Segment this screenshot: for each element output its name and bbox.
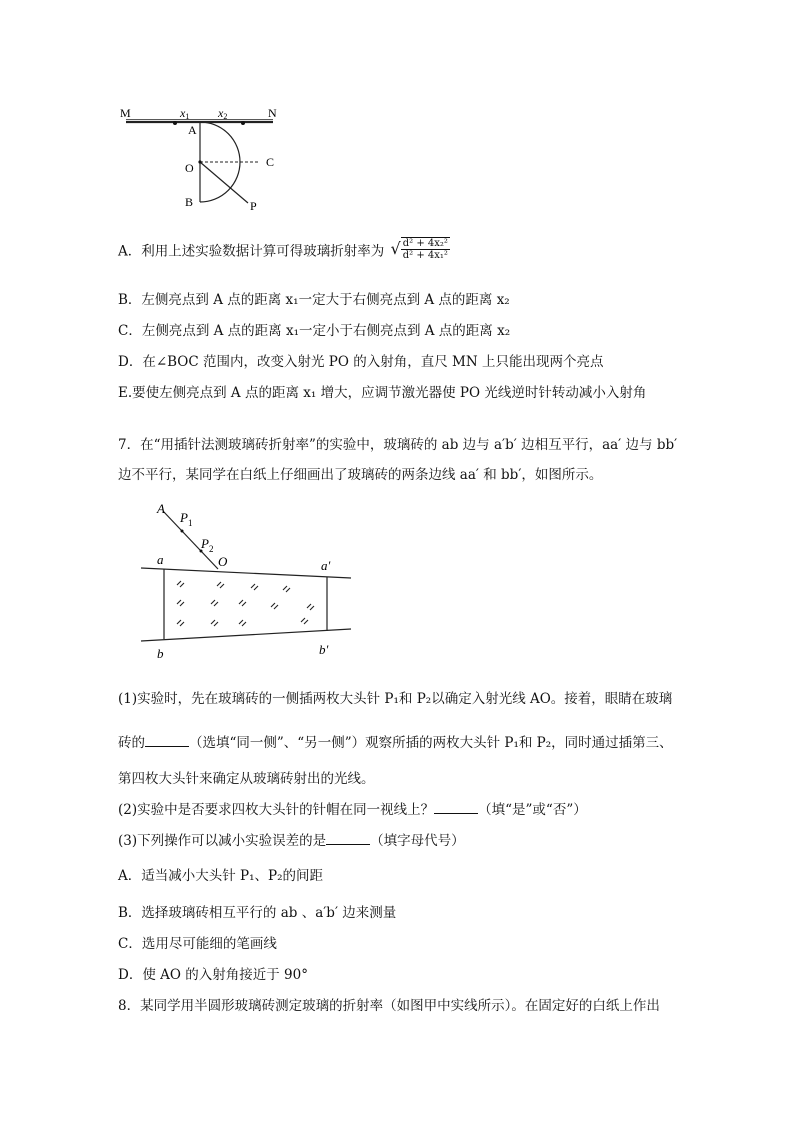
figure-glass-brick [135,498,360,663]
q7-stem-line2: 边不平行，某同学在白纸上仔细画出了玻璃砖的两条边线 aa′ 和 bb′，如图所示。 [118,467,603,483]
fig1-label-B: B [185,195,194,209]
q8-stem-line1: 8．某同学用半圆形玻璃砖测定玻璃的折射率（如图甲中实线所示）。在固定好的白纸上作出 [118,998,660,1014]
fig2-label-P1: $P_1$ [180,510,193,528]
fig1-label-x1: x1 [180,106,190,121]
q7-sub3 [118,832,465,850]
answer-blank-2[interactable] [434,801,478,814]
q6-option-d: D．在∠BOC 范围内，改变入射光 PO 的入射角，直尺 MN 上只能出现两个亮点 [118,354,604,370]
q7-sub2-post: （填“是”或“否”） [478,802,587,818]
q7-sub2 [118,801,587,819]
q7-sub1-line2-post: （选填“同一侧”、“另一侧”）观察所插的两枚大头针 P₁和 P₂，同时通过插第三、 [189,735,673,751]
q7-option-c: C．选用尽可能细的笔画线 [118,936,277,952]
q7-option-a: A．适当减小大头针 P₁、P₂的间距 [118,868,324,884]
q6-option-b: B．左侧亮点到 A 点的距离 x₁一定大于右侧亮点到 A 点的距离 x₂ [118,292,510,308]
q6-formula-numerator: d² + 4x₂² [402,238,448,249]
fig2-label-b-prime: b′ [319,642,329,657]
q7-sub1-line3: 第四枚大头针来确定从玻璃砖射出的光线。 [118,771,375,787]
q7-sub3-pre: (3)下列操作可以减小实验误差的是 [118,833,327,849]
answer-blank-3[interactable] [326,832,370,845]
fig2-label-a: a [157,552,164,567]
q6-option-e: E.要使左侧亮点到 A 点的距离 x₁ 增大，应调节激光器使 PO 光线逆时针转动减小入射角 [118,385,647,401]
q6-option-a-text: A．利用上述实验数据计算可得玻璃折射率为 [118,243,385,260]
q7-sub1-line1: (1)实验时，先在玻璃砖的一侧插两枚大头针 P₁和 P₂以确定入射光线 AO。接着，眼睛在玻璃 [118,691,673,707]
figure-semicircle-ruler [118,100,298,215]
glass-hatching [177,581,314,626]
fig2-label-P2: $P_2$ [201,536,214,554]
q7-sub2-pre: (2)实验中是否要求四枚大头针的针帽在同一视线上？ [118,802,435,818]
q7-sub3-post: （填字母代号） [370,833,465,849]
q7-option-b: B．选择玻璃砖相互平行的 ab 、a′b′ 边来测量 [118,905,397,921]
q6-option-a-formula: √ $\frac{\text{d² + 4x₂²}}{\text{d² + 4x₁²}}$ [390,238,448,261]
q7-sub1-line2-pre: 砖的 [118,735,145,751]
fig2-label-A: A [157,501,165,516]
q6-formula-denominator: d² + 4x₁² [402,250,448,261]
fig1-label-N: N [268,106,277,120]
fig2-label-O: O [218,554,228,569]
q6-option-a [118,240,450,266]
fig1-label-x2: x2 [218,106,228,121]
fig1-label-C: C [266,155,275,169]
fig1-label-M: M [120,106,131,120]
q6-option-c: C．左侧亮点到 A 点的距离 x₁一定小于右侧亮点到 A 点的距离 x₂ [118,323,511,339]
q7-stem-line1: 7．在“用插针法测玻璃砖折射率”的实验中，玻璃砖的 ab 边与 a′b′ 边相互平行，aa′ 边与 bb′ [118,437,678,453]
fig1-label-A: A [188,123,197,137]
fig1-label-O: O [185,161,194,175]
fig2-label-b: b [157,646,164,661]
q7-sub1-line2 [118,734,673,752]
answer-blank-1[interactable] [145,734,189,747]
fig1-label-P: P [250,199,257,213]
q7-option-d: D．使 AO 的入射角接近于 90° [118,967,308,983]
fig2-label-a-prime: a′ [321,558,331,573]
